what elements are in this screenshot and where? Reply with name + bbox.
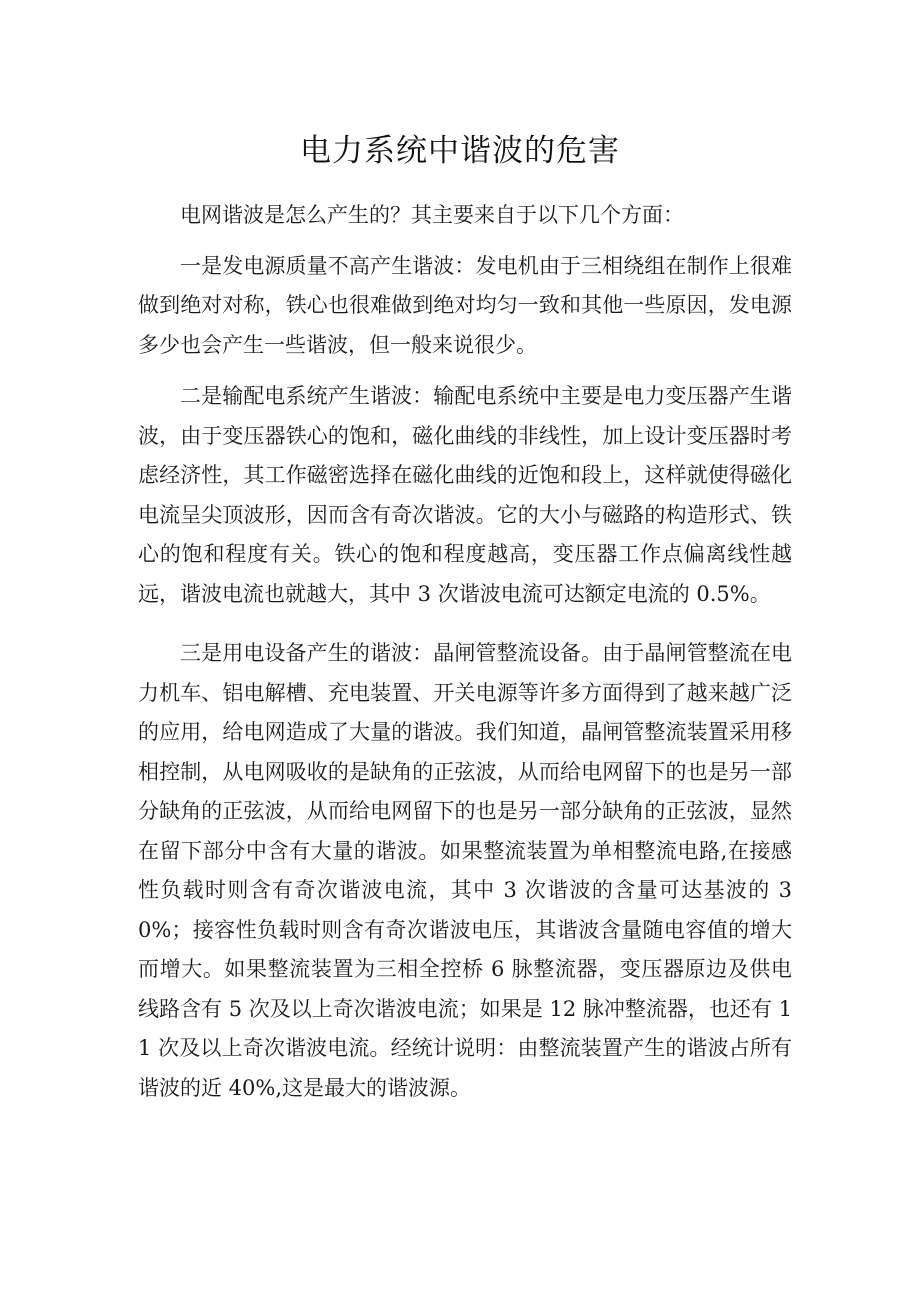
document-title: 电力系统中谐波的危害 [300, 133, 620, 169]
document-body [138, 196, 792, 1108]
intro-paragraph: 电网谐波是怎么产生的？其主要来自于以下几个方面： [180, 203, 684, 227]
transmission-system-paragraph: 二是输配电系统产生谐波：输配电系统中主要是电力变压器产生谐波，由于变压器铁心的饱和，磁化曲线的非线性，加上设计变压器时考虑经济性，其工作磁密选择在磁化曲线的近饱和段上，这样就使得磁化电流呈尖顶波形，因而含有奇次谐波。它的大小与磁路的构造形式、铁心的饱和程度有关。铁心的饱和程度越高，变压器工作点偏离线性越远，谐波电流也就越大，其中 3 次谐波电流可达额定电流的 0.5%。 [138, 384, 792, 606]
equipment-source-paragraph: 三是用电设备产生的谐波：晶闸管整流设备。由于晶闸管整流在电力机车、铝电解槽、充电装置、开关电源等许多方面得到了越来越广泛的应用，给电网造成了大量的谐波。我们知道，晶闸管整流装置采用移相控制，从电网吸收的是缺角的正弦波，从而给电网留下的也是另一部分缺角的正弦波，从而给电网留下的也是另一部分缺角的正弦波，显然在留下部分中含有大量的谐波。如果整流装置为单相整流电路,在接感性负载时则含有奇次谐波电流，其中 3 次谐波的含量可达基波的 30%；接容性负载时则含有奇次谐波电压，其谐波含量随电容值的增大而增大。如果整流装置为三相全控桥 6 脉整流器，变压器原边及供电线路含有 5 次及以上奇次谐波电流；如果是 12 脉冲整流器，也还有 11 次及以上奇次谐波电流。经统计说明：由整流装置产生的谐波占所有谐波的近 40%,这是最大的谐波源。 [138, 641, 792, 1100]
generator-source-paragraph: 一是发电源质量不高产生谐波：发电机由于三相绕组在制作上很难做到绝对对称，铁心也很难做到绝对均匀一致和其他一些原因，发电源多少也会产生一些谐波，但一般来说很少。 [138, 253, 792, 357]
